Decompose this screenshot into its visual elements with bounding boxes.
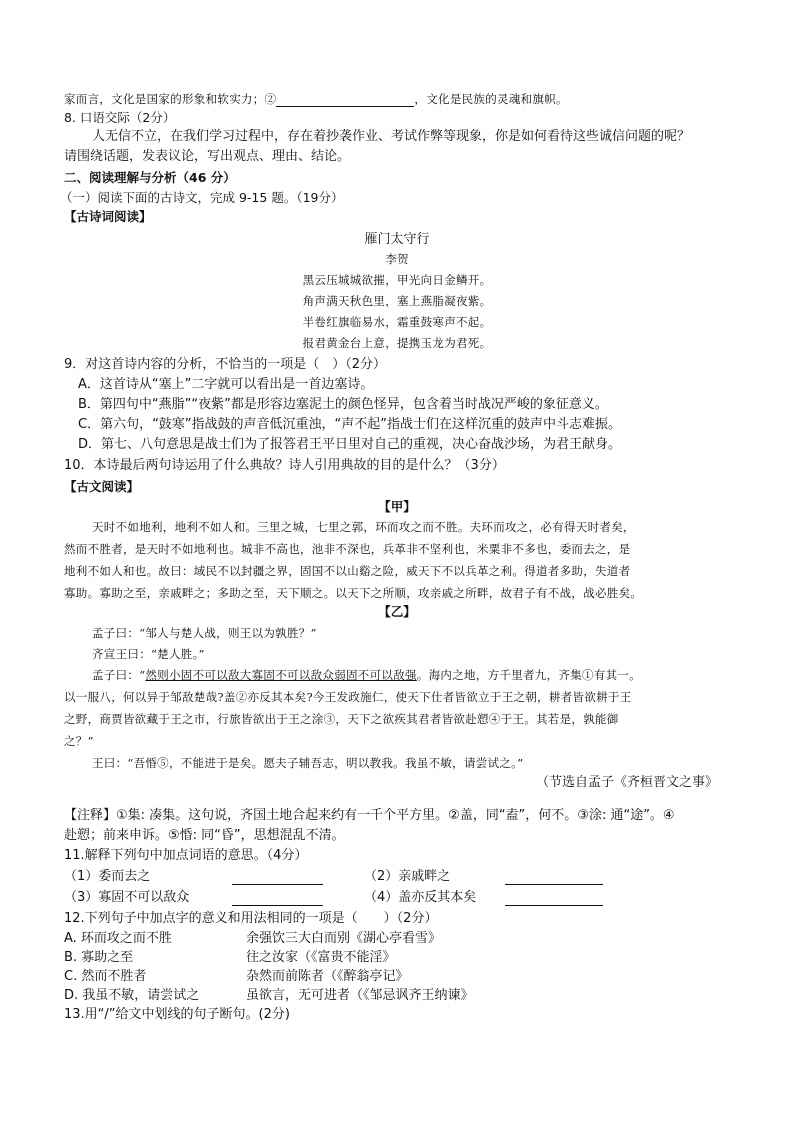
q12-stem: 12.下列句子中加点字的意义和用法相同的一项是（ ）（2分） xyxy=(64,911,438,926)
q11-stem: 11.解释下列句中加点词语的意思。（4分） xyxy=(64,848,308,863)
q12-option-b: B. 寡助之至 xyxy=(64,950,134,965)
q12-option-d: D. 我虽不敏，请尝试之 xyxy=(64,988,200,1003)
poem-author: 李贺 xyxy=(385,252,409,266)
jia-line: 然而不胜者，是天时不如地利也。城非不高也，池非不深也，兵革非不坚利也，米粟非不多也，委而去之，是 xyxy=(64,542,631,556)
intro-answer-blank[interactable] xyxy=(276,94,414,107)
q11-item-1: （1）委而去之 xyxy=(64,869,151,884)
q8-title: 8. 口语交际（2分） xyxy=(64,110,176,125)
q12-option-c-compare: 杂然而前陈者（《醉翁亭记》 xyxy=(246,969,409,984)
q11-item-2: （2）亲戚畔之 xyxy=(364,869,451,884)
poem-line: 报君黄金台上意，提携玉龙为君死。 xyxy=(302,336,492,350)
q12-option-b-compare: 往之汝家（《富贵不能淫》 xyxy=(246,950,396,965)
poem-line: 半卷红旗临易水，霜重鼓寒声不起。 xyxy=(302,315,492,329)
q9-option-a: A．这首诗从“塞上”二字就可以看出是一首边塞诗。 xyxy=(78,377,374,392)
q11-item-3: （3）寡固不可以敌众 xyxy=(64,890,190,905)
yi-line-start: 孟子曰：“ xyxy=(92,668,146,682)
notes-line-2: 赴愬；前来申诉。⑤惛: 同“昏”，思想混乱不清。 xyxy=(64,828,345,843)
q11-answer-blank-4[interactable] xyxy=(505,905,603,906)
underlined-sentence: 然则小固不可以敌大寡固不可以敌众弱固不可以敌强 xyxy=(145,668,417,682)
q8-prompt-1: 人无信不立，在我们学习过程中，存在着抄袭作业、考试作弊等现象，你是如何看待这些诚信问题的呢？ xyxy=(92,129,691,144)
intro-text-b: ，文化是民族的灵魂和旗帜。 xyxy=(414,92,568,106)
yi-line: 以一服八，何以异于邹敌楚哉?盖②亦反其本矣?今王发政施仁，使天下仕者皆欲立于王之朝，耕者皆欲耕于王 xyxy=(64,690,632,704)
q10-stem: 10．本诗最后两句诗运用了什么典故？诗人引用典故的目的是什么？（3分） xyxy=(64,458,505,473)
yi-line-underlined xyxy=(92,667,641,683)
yi-line-end: 。海内之地，方千里者九，齐集①有其一。 xyxy=(416,668,641,682)
notes-line-1: 【注释】①集: 凑集。这句说，齐国土地合起来约有一千个平方里。②盖，同“盍”，何不。③涂: 通“途”。④ xyxy=(64,808,675,823)
q12-option-d-compare: 虽欲言，无可进者（《邹忌讽齐王纳谏》 xyxy=(246,988,474,1003)
q9-option-c: C．第六句，“鼓寒”指战鼓的声音低沉重浊，“声不起”指战士们在这样沉重的鼓声中斗志难振。 xyxy=(78,417,622,432)
section2-subtitle: （一）阅读下面的古诗文，完成 9-15 题。（19分） xyxy=(60,190,344,205)
poem-tag: 【古诗词阅读】 xyxy=(64,209,152,224)
q13-stem: 13.用“/”给文中划线的句子断句。(2分) xyxy=(64,1007,290,1022)
intro-marker: ② xyxy=(264,92,277,106)
jia-line: 寡助。寡助之至，亲戚畔之；多助之至，天下顺之。以天下之所顺，攻亲戚之所畔，故君子有不战，战必胜矣。 xyxy=(64,586,643,600)
section2-title: 二、阅读理解与分析（46 分） xyxy=(64,170,236,185)
q11-answer-blank-1[interactable] xyxy=(232,884,323,885)
intro-text-a: 家而言，文化是国家的形象和软实力； xyxy=(64,92,265,106)
yi-line: 孟子曰：“邹人与楚人战，则王以为孰胜？” xyxy=(92,626,317,640)
jia-title: 【甲】 xyxy=(378,499,416,514)
q11-item-4: （4）盖亦反其本矣 xyxy=(364,890,477,905)
yi-line: 之野，商贾皆欲藏于王之市，行旅皆欲出于王之涂③，天下之欲疾其君者皆欲赴愬④于王。其若是，孰能御 xyxy=(64,712,619,726)
q11-answer-blank-2[interactable] xyxy=(505,884,603,885)
q8-prompt-2: 请围绕话题，发表议论，写出观点、理由、结论。 xyxy=(64,149,351,164)
poem-line: 角声满天秋色里，塞上燕脂凝夜紫。 xyxy=(302,294,492,308)
q9-option-d: D．第七、八句意思是战士们为了报答君王平日里对自己的重视，决心奋战沙场，为君王献身。 xyxy=(78,437,622,452)
yi-line: 王曰：“吾惛⑤，不能进于是矣。愿夫子辅吾志，明以教我。我虽不敏，请尝试之。” xyxy=(92,756,524,770)
prose-source: （节选自孟子《齐桓晋文之事》 xyxy=(536,775,719,790)
q9-stem: 9．对这首诗内容的分析，不恰当的一项是（ ）（2分） xyxy=(64,357,387,372)
poem-line: 黑云压城城欲摧，甲光向日金鳞开。 xyxy=(302,273,492,287)
intro-line xyxy=(64,91,568,107)
q9-option-b: B．第四句中“燕脂”“夜紫”都是形容边塞泥土的颜色怪异，包含着当时战况严峻的象征意义。 xyxy=(78,397,608,412)
q11-answer-blank-3[interactable] xyxy=(232,905,323,906)
q12-option-a: A. 环而攻之而不胜 xyxy=(64,931,172,946)
prose-tag: 【古文阅读】 xyxy=(64,479,140,494)
q12-option-a-compare: 余强饮三大白而别《湖心亭看雪》 xyxy=(246,931,442,946)
yi-line: 齐宣王曰：“楚人胜。” xyxy=(92,647,205,661)
q12-option-c: C. 然而不胜者 xyxy=(64,969,147,984)
poem-title: 雁门太守行 xyxy=(364,232,430,247)
jia-line: 天时不如地利，地利不如人和。三里之城，七里之郭，环而攻之而不胜。夫环而攻之，必有得天时者矣， xyxy=(92,520,635,534)
yi-title: 【乙】 xyxy=(378,604,416,619)
yi-line: 之？” xyxy=(64,734,94,748)
jia-line: 地利不如人和也。故曰：域民不以封疆之界，固国不以山谿之险，威天下不以兵革之利。得道者多助，失道者 xyxy=(64,564,631,578)
